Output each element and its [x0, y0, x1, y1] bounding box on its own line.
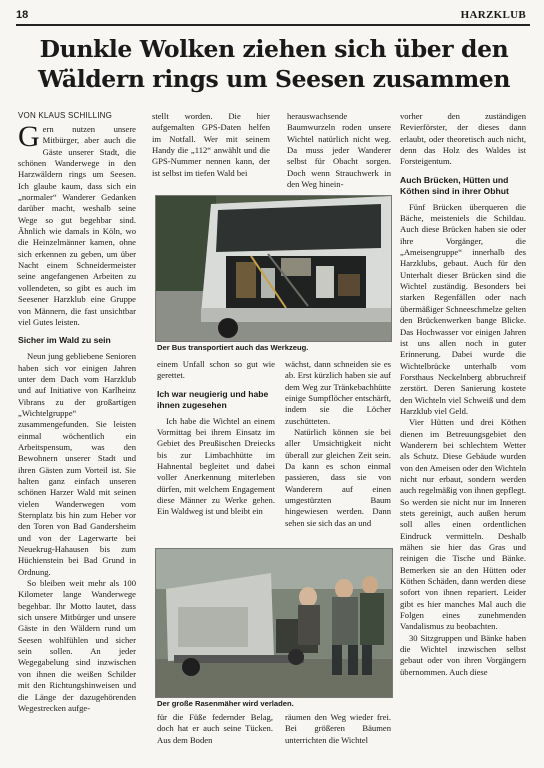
- article-column-2-middle: [157, 359, 275, 549]
- headline: [18, 34, 530, 94]
- subheading: Auch Brücken, Hütten und Köthen sind in ihrer Obhut: [400, 174, 509, 196]
- photo-caption: Der große Rasenmäher wird verladen.: [157, 699, 294, 708]
- drop-cap: G: [18, 124, 40, 153]
- paragraph: So bleiben weit mehr als 100 Kilometer lange Wanderwege begehbar. Ihr Motto lautet, dass sich unsere Mitbürger und unsere Gäste in den Wäldern rund um Seesen wohlfühlen und sicher sein sollen. An jeder Wegegabelung sind inzwischen von ihnen die weißen Schilder mit den Richtungshinweisen und die Länge der dazugehörenden Wegestrecken aufge-: [18, 578, 136, 713]
- photo-mower-loading: [155, 548, 393, 698]
- paragraph: Fünf Brücken überqueren die Bäche, meisteniels die Schildau. Auch diese Brücken haben sie oder ihre Vorgänger, die „Ameisengruppe“ innerhalb des Harzklubs, gebaut. Auch für den Unterhalt dieser Brücken sind die Wichtel zuständig. Besonders bei starken Regenfällen oder nach übermäßiger Schneeschmelze gelten den Brückenwerken bange Blicke. Das Hochwasser vor einigen Jahren ist uns allen noch in guter Erinnerung. Dabei wurde die Wichtelbrücke unterhalb vom Forsthaus Neckelnberg abbruchreif zerstört. Deren Sanierung kostete den Wichteln viel Schweiß und dem Harzklub viel Geld.: [400, 201, 526, 416]
- article-column-2-bottom: [157, 712, 273, 766]
- headline-line-1: Dunkle Wolken ziehen sich über den: [39, 35, 509, 63]
- section-label: HARZKLUB: [460, 9, 526, 21]
- subheading: Ich war neugierig und habe ihnen zugesehen: [157, 388, 269, 410]
- paragraph: Natürlich können sie bei aller Umsichtigkeit nicht überall zur gleichen Zeit sein. Da kann es schon einmal passieren, dass sie von Wanderern auf einen umgestürzten Baum hingewiesen werden. Dann sehen sie sich das an und: [285, 427, 391, 528]
- headline-line-2: Wäldern rings um Seesen zusammen: [37, 65, 511, 93]
- paragraph: vorher den zuständigen Revierförster, der dieses dann erlaubt, oder theoretisch auch nicht, denn das Holz des Waldes ist Forsteigentum.: [400, 111, 526, 167]
- paragraph: einem Unfall schon so gut wie gerettet.: [157, 359, 275, 381]
- article-column-3-bottom: [285, 712, 391, 766]
- photo-bus-with-tools: [155, 195, 392, 342]
- paragraph: räumen den Weg wieder frei. Bei größeren Bäumen unterrichten die Wichtel: [285, 712, 391, 745]
- article-column-3-top: [287, 111, 391, 191]
- article-column-3-middle: [285, 359, 391, 549]
- paragraph: Neun jung gebliebene Senioren haben sich vor einigen Jahren unter dem Dach vom Harzklub und auf Initiative von Karlheinz Vibrans zu der großartigen „Wichtelgruppe“ zusammengefunden. Sie leisten einmal wöchentlich ein Arbeitspensum, was den Bewohnern unserer Stadt und ihren Gästen zum Vorteil ist. Sie halten ganz einfach unseren schönen Harzer Wald mit seinen vielen Wanderwegen vom Sternplatz bis hin zum Heber vor den Toren von Bad Gandersheim und von der Lagerwarte bei Neuekrug-Hahausen bis zum Hüchienstein bei Bad Grund in Ordnung.: [18, 351, 136, 577]
- byline: VON KLAUS SCHILLING: [18, 111, 113, 120]
- page-number: 18: [16, 9, 29, 21]
- paragraph: herauswachsende Baumwurzeln roden unsere Wichtel natürlich nicht weg. Da muss jeder Wanderer selbst für Obacht sorgen. Doch wenn Strauchwerk in den Weg hinein-: [287, 111, 391, 190]
- header-rule: [16, 24, 530, 26]
- paragraph: ern nutzen unsere Mitbürger, aber auch die Gäste unserer Stadt, die schönen Wanderwege in den Harzwäldern rings um Seesen. Ich glaube kaum, dass sich ein „normaler“ Wanderer Gedanken darüber macht, weshalb seine Wege so gut begehbar sind. Ähnlich wie damals in Köln, wo die Heinzelmänner kamen, ohne sich erkennen zu geben, um über Nacht einem Schneidermeister seine angefangenen Arbeiten zu vollendeten, so gibt es auch im Seesener Harzklub eine Gruppe von Männern, die fast unsichtbar viel Gutes leisten.: [18, 124, 136, 327]
- photo-caption: Der Bus transportiert auch das Werkzeug.: [157, 343, 309, 352]
- paragraph: Vier Hütten und drei Köthen dienen im Betreuungsgebiet den Wanderern bei schlechtem Wetter als Schutz. Diese Gebäude wurden von den Ameisen oder den Wichteln nicht nur erbaut, sondern werden auch regelmäßig von ihnen gepflegt. So werden sie nicht nur im Inneren stets gereinigt, auch außen herum soll alles einen ordentlichen Eindruck vermitteln. Deshalb mähen sie hier das Gras und reinigen die Tische und Bänke. Bemerken sie an den Hütten oder Köthen Schäden, dann werden diese sofort von ihnen repariert. Leider gibt es hier manches Mal auch die Folgen eines zunehmenden Vandalismus zu beobachten.: [400, 417, 526, 632]
- article-column-2-top: [152, 111, 270, 191]
- paragraph: 30 Sitzgruppen und Bänke haben die Wichtel inzwischen selbst gebaut oder von ihren Vorgängern übernommen. Auch diese: [400, 632, 526, 677]
- article-column-4: [400, 111, 526, 766]
- paragraph: wächst, dann schneiden sie es ab. Erst kürzlich haben sie auf dem Weg zur Tränkebachhütte einige Sumpflöcher entschärft, indem sie die Löcher zuschütteten.: [285, 359, 391, 426]
- photo-mower-illustration: [156, 549, 392, 697]
- paragraph: für die Füße federnder Belag, doch hat er auch seine Tücken. Aus dem Boden: [157, 712, 273, 745]
- article-column-1: [18, 124, 136, 764]
- paragraph: stellt worden. Die hier aufgemalten GPS-Daten helfen im Notfall. Wer mit seinem Handy die „112“ anwählt und die GPS-Nummer nennen kann, der ist selbst im tiefen Wald bei: [152, 111, 270, 178]
- paragraph: Ich habe die Wichtel an einem Vormittag bei ihrem Einsatz im Gebiet des Preußischen Dreiecks bis zur Limbachhütte im Hahnental begleitet und dabei voller Anerkennung miterleben dürfen, mit welchem Engagement diese Männer zu Werke gehen. Ein Waldweg ist und bleibt ein: [157, 415, 275, 517]
- photo-bus-illustration: [156, 196, 391, 341]
- subheading: Sicher im Wald zu sein: [18, 335, 111, 346]
